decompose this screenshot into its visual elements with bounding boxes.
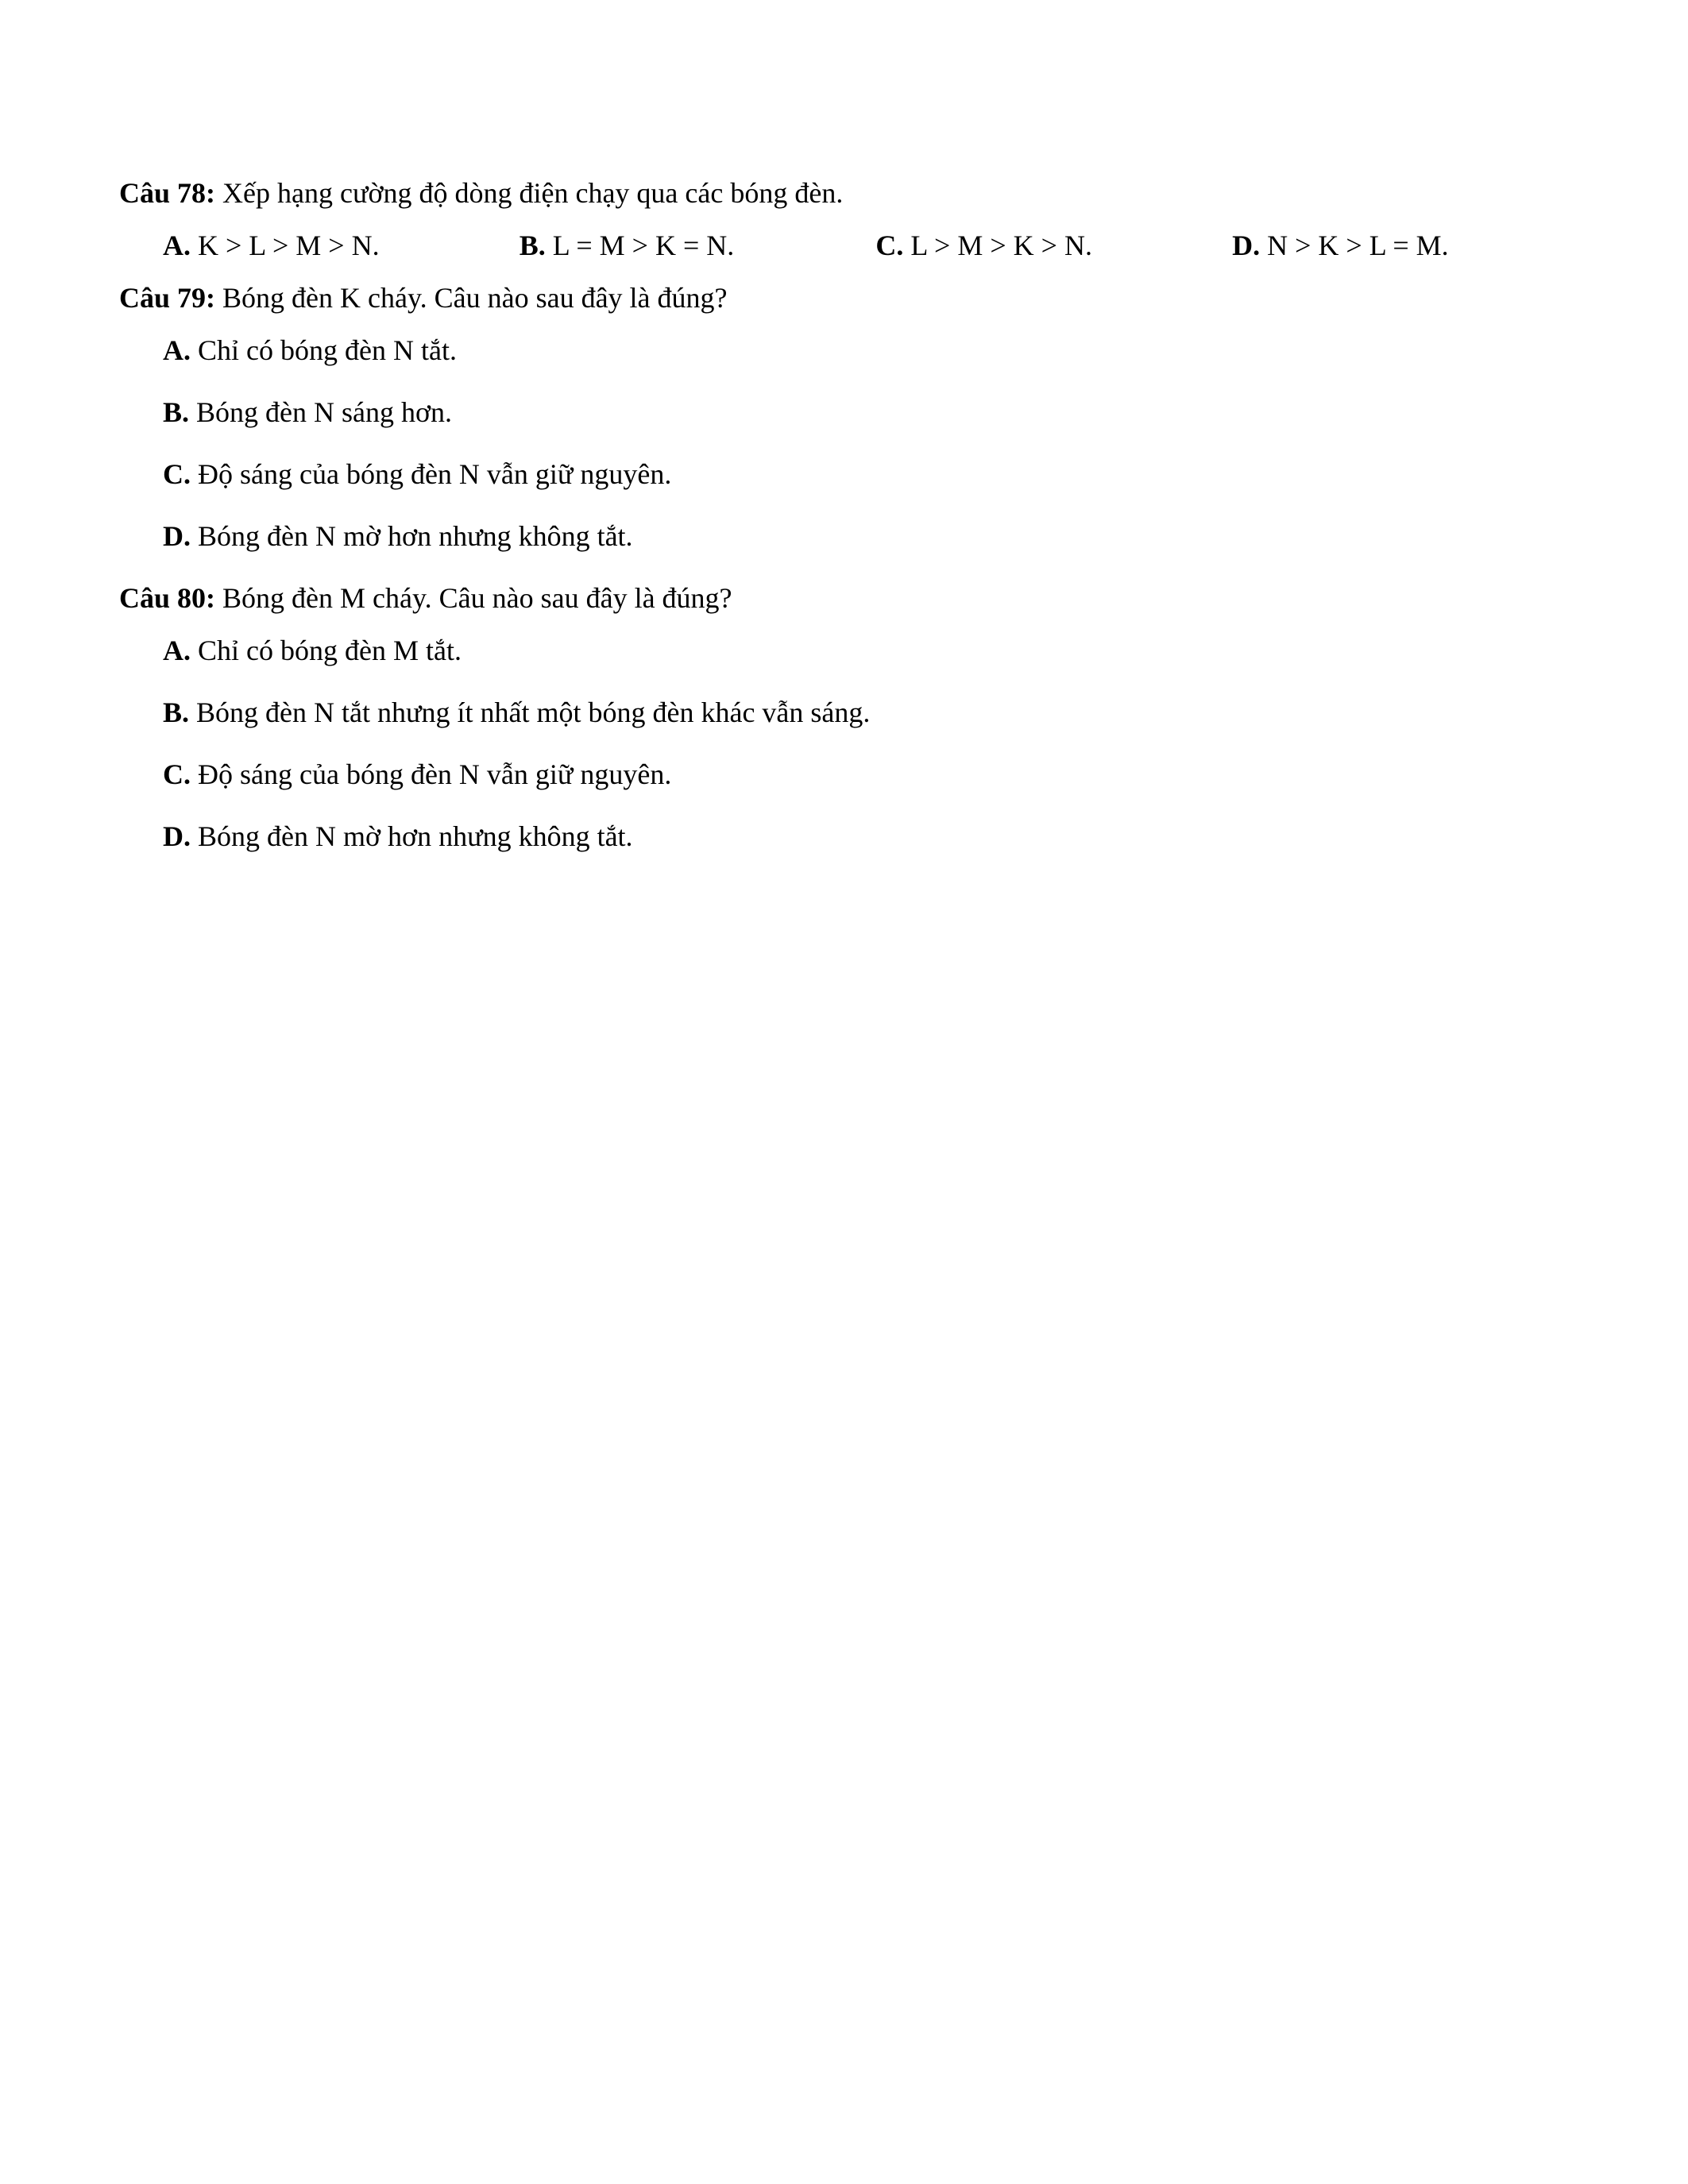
question-block-79 <box>119 284 1533 550</box>
question-78-label: Câu 78: <box>119 177 216 209</box>
question-78-stem: Xếp hạng cường độ dòng điện chạy qua các bóng đèn. <box>222 177 844 209</box>
question-79-option-b[interactable] <box>119 398 1533 426</box>
question-79-label: Câu 79: <box>119 282 216 314</box>
option-text: Độ sáng của bóng đèn N vẫn giữ nguyên. <box>198 458 672 490</box>
question-78-heading <box>119 179 1533 207</box>
question-80-heading <box>119 584 1533 612</box>
question-80-stem: Bóng đèn M cháy. Câu nào sau đây là đúng? <box>222 582 732 614</box>
question-block-78 <box>119 179 1533 260</box>
question-79-stem: Bóng đèn K cháy. Câu nào sau đây là đúng? <box>222 282 728 314</box>
question-78-option-a[interactable] <box>163 231 520 260</box>
option-text: Bóng đèn N tắt nhưng ít nhất một bóng đèn khác vẫn sáng. <box>196 696 871 728</box>
option-text: Độ sáng của bóng đèn N vẫn giữ nguyên. <box>198 758 672 790</box>
question-79-option-a[interactable] <box>119 336 1533 365</box>
question-80-option-d[interactable] <box>119 822 1533 851</box>
option-letter: D. <box>163 520 191 552</box>
option-letter: B. <box>519 230 546 261</box>
option-text: N > K > L = M. <box>1267 230 1449 261</box>
question-79-option-d[interactable] <box>119 522 1533 550</box>
option-letter: B. <box>163 396 190 428</box>
option-text: Bóng đèn N sáng hơn. <box>196 396 453 428</box>
option-letter: C. <box>163 458 191 490</box>
option-letter: C. <box>163 758 191 790</box>
document-body <box>119 179 1533 851</box>
question-78-options <box>119 231 1533 260</box>
option-text: Bóng đèn N mờ hơn nhưng không tắt. <box>198 820 633 852</box>
option-letter: A. <box>163 334 191 366</box>
option-text: Chỉ có bóng đèn M tắt. <box>198 635 462 666</box>
question-79-heading <box>119 284 1533 312</box>
question-78-option-b[interactable] <box>520 231 876 260</box>
option-text: L = M > K = N. <box>552 230 735 261</box>
question-78-option-d[interactable] <box>1232 231 1533 260</box>
option-letter: D. <box>1232 230 1261 261</box>
option-text: Chỉ có bóng đèn N tắt. <box>198 334 457 366</box>
question-80-option-b[interactable] <box>119 698 1533 727</box>
question-79-option-c[interactable] <box>119 460 1533 488</box>
option-text: L > M > K > N. <box>910 230 1092 261</box>
option-text: K > L > M > N. <box>198 230 380 261</box>
option-letter: D. <box>163 820 191 852</box>
question-80-option-a[interactable] <box>119 636 1533 665</box>
option-letter: C. <box>875 230 904 261</box>
question-block-80 <box>119 584 1533 851</box>
question-80-label: Câu 80: <box>119 582 216 614</box>
option-text: Bóng đèn N mờ hơn nhưng không tắt. <box>198 520 633 552</box>
option-letter: A. <box>163 635 191 666</box>
question-80-option-c[interactable] <box>119 760 1533 789</box>
question-78-option-c[interactable] <box>875 231 1232 260</box>
option-letter: A. <box>163 230 191 261</box>
option-letter: B. <box>163 696 190 728</box>
